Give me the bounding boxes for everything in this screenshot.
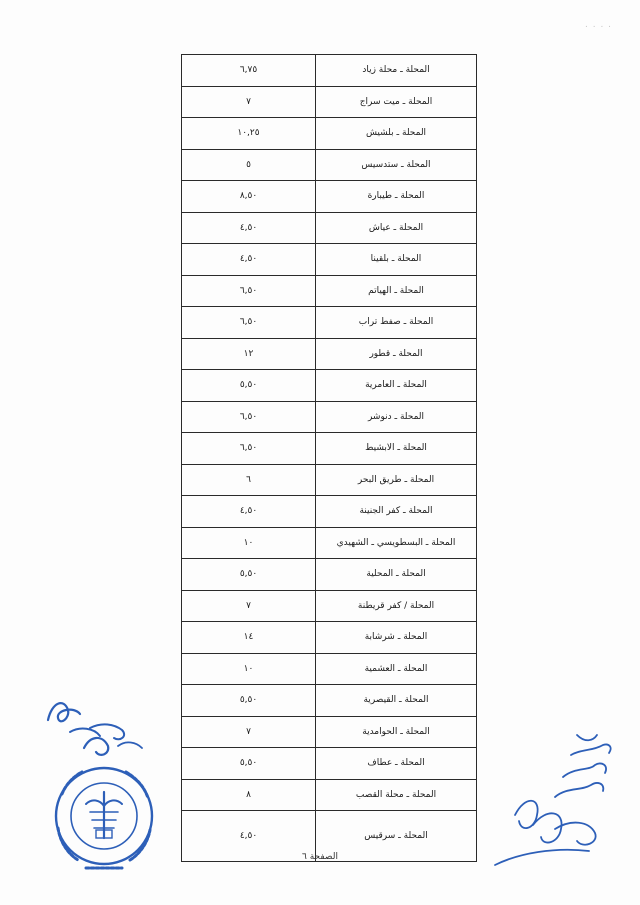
fare-cell: ٨ [182,779,316,811]
fare-row [182,433,477,465]
fare-cell: ٥,٥٠ [182,370,316,402]
route-cell: المحلة ـ العامرية [316,370,477,402]
fare-table-body [182,55,477,862]
fare-cell: ٨,٥٠ [182,181,316,213]
fare-row [182,527,477,559]
fare-row [182,118,477,150]
route-cell: المحلة ـ صفط تراب [316,307,477,339]
handwritten-signature-icon [485,725,635,885]
route-cell: المحلة ـ المحلية [316,559,477,591]
route-cell: المحلة ـ البسطويسي ـ الشهيدي [316,527,477,559]
fare-cell: ٤,٥٠ [182,212,316,244]
fare-cell: ٥,٥٠ [182,685,316,717]
fare-row [182,559,477,591]
fare-row [182,307,477,339]
route-cell: المحلة ـ الحوامدية [316,716,477,748]
fare-row [182,275,477,307]
route-cell: المحلة ـ محلة القصب [316,779,477,811]
route-cell: المحلة ـ بلشيش [316,118,477,150]
fare-cell: ٤,٥٠ [182,244,316,276]
route-cell: المحلة / كفر قريطنة [316,590,477,622]
fare-cell: ٤,٥٠ [182,811,316,862]
official-seal-icon [30,688,180,888]
fare-cell: ٦,٥٠ [182,401,316,433]
route-cell: المحلة ـ ميت سراج [316,86,477,118]
fare-row [182,653,477,685]
fare-row [182,622,477,654]
fare-row [182,370,477,402]
fare-cell: ٧ [182,716,316,748]
page-number: الصفحة ٦ [302,852,338,862]
route-cell: المحلة ـ شرشابة [316,622,477,654]
fare-row [182,244,477,276]
fare-cell: ٥,٥٠ [182,748,316,780]
fare-row [182,86,477,118]
fare-cell: ٧ [182,86,316,118]
route-cell: المحلة ـ سرقيس [316,811,477,862]
fare-row [182,212,477,244]
fare-cell: ١٠ [182,653,316,685]
fare-row [182,748,477,780]
fare-cell: ٤,٥٠ [182,496,316,528]
corner-mark: ٠ ٠ ٠ ٠ [584,22,612,32]
fare-row [182,149,477,181]
route-cell: المحلة ـ عياش [316,212,477,244]
route-cell: المحلة ـ العشمية [316,653,477,685]
fare-cell: ١٠,٢٥ [182,118,316,150]
route-cell: المحلة ـ ستدسيس [316,149,477,181]
route-cell: المحلة ـ طيبارة [316,181,477,213]
fare-row [182,181,477,213]
fare-cell: ٧ [182,590,316,622]
fare-cell: ٥,٥٠ [182,559,316,591]
fare-row [182,496,477,528]
route-cell: المحلة ـ الابشيط [316,433,477,465]
fare-row [182,464,477,496]
route-cell: المحلة ـ محلة زياد [316,55,477,87]
route-cell: المحلة ـ كفر الجنينة [316,496,477,528]
fare-cell: ١٠ [182,527,316,559]
fare-row [182,779,477,811]
route-cell: المحلة ـ طريق البحر [316,464,477,496]
fare-row [182,716,477,748]
fare-cell: ٦,٧٥ [182,55,316,87]
fare-row [182,590,477,622]
route-cell: المحلة ـ الهياتم [316,275,477,307]
fare-cell: ٦,٥٠ [182,433,316,465]
route-cell: المحلة ـ عطاف [316,748,477,780]
fare-row [182,55,477,87]
fare-cell: ١٢ [182,338,316,370]
route-cell: المحلة ـ بلقينا [316,244,477,276]
fare-cell: ٦,٥٠ [182,275,316,307]
fare-cell: ٦,٥٠ [182,307,316,339]
route-cell: المحلة ـ دنوشر [316,401,477,433]
fare-cell: ٦ [182,464,316,496]
fare-row [182,685,477,717]
fare-cell: ٥ [182,149,316,181]
fare-cell: ١٤ [182,622,316,654]
fare-table [181,54,477,862]
fare-row [182,338,477,370]
route-cell: المحلة ـ القيصرية [316,685,477,717]
route-cell: المحلة ـ قطور [316,338,477,370]
fare-row [182,401,477,433]
